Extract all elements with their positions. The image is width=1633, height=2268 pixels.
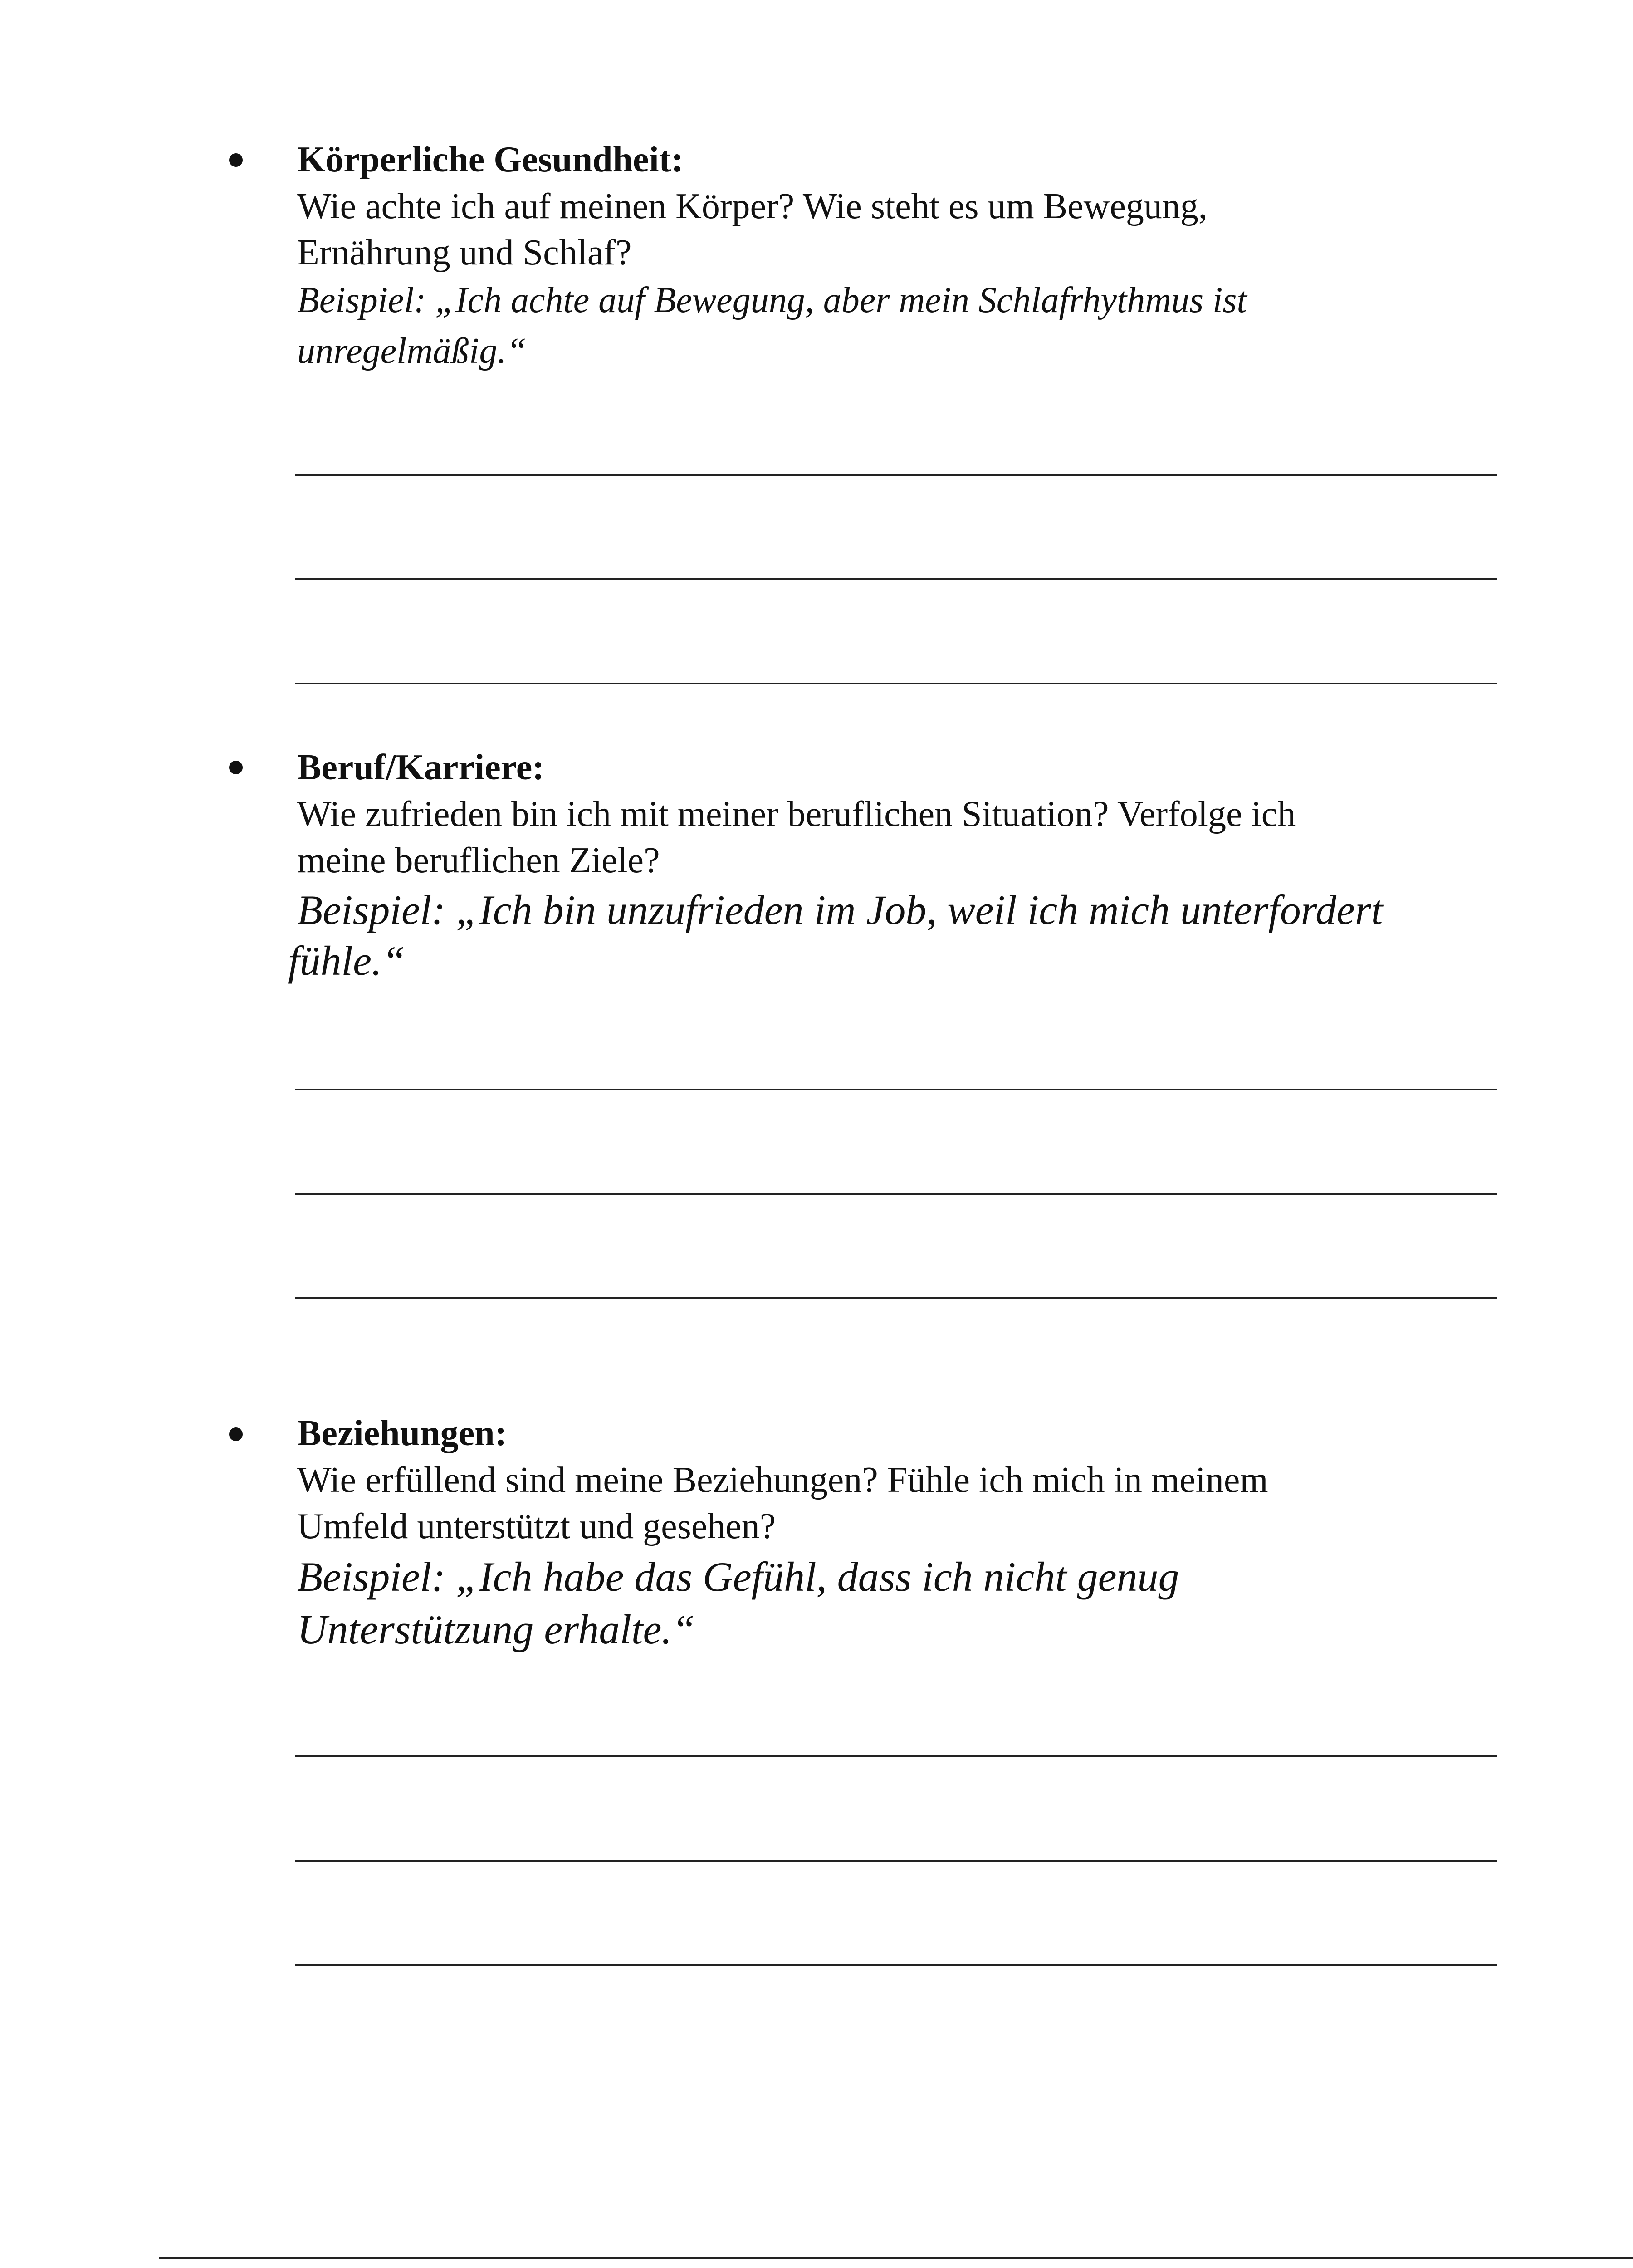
question-text-line-2: Umfeld unterstützt und gesehen? bbox=[297, 1506, 776, 1546]
question-text-line-2: meine beruflichen Ziele? bbox=[297, 841, 660, 880]
question-text-line-1: Wie zufrieden bin ich mit meiner beruflichen Situation? Verfolge ich bbox=[297, 794, 1296, 834]
example-text-line-2: Unterstützung erhalte.“ bbox=[297, 1606, 695, 1652]
section-heading: Körperliche Gesundheit: bbox=[297, 140, 684, 180]
example-text-line-2: unregelmäßig.“ bbox=[297, 331, 527, 371]
question-text-line-2: Ernährung und Schlaf? bbox=[297, 233, 632, 273]
answer-line bbox=[295, 1297, 1497, 1299]
answer-line bbox=[295, 1089, 1497, 1090]
answer-line bbox=[295, 1193, 1497, 1195]
answer-line bbox=[295, 1755, 1497, 1757]
bullet-icon bbox=[229, 153, 243, 167]
example-text-line-1: Beispiel: „Ich bin unzufrieden im Job, weil ich mich unterfordert bbox=[297, 887, 1383, 933]
question-text-line-1: Wie achte ich auf meinen Körper? Wie steht es um Bewegung, bbox=[297, 186, 1208, 226]
example-text-line-2: fühle.“ bbox=[288, 938, 406, 984]
answer-line bbox=[295, 683, 1497, 684]
answer-line bbox=[295, 474, 1497, 476]
question-text-line-1: Wie erfüllend sind meine Beziehungen? Fühle ich mich in meinem bbox=[297, 1460, 1268, 1500]
example-text-line-1: Beispiel: „Ich habe das Gefühl, dass ich nicht genug bbox=[297, 1554, 1179, 1600]
footer-rule bbox=[159, 2257, 1633, 2259]
section-heading: Beruf/Karriere: bbox=[297, 748, 544, 787]
answer-line bbox=[295, 1964, 1497, 1966]
section-heading: Beziehungen: bbox=[297, 1413, 507, 1453]
bullet-icon bbox=[229, 1427, 243, 1441]
answer-line bbox=[295, 578, 1497, 580]
answer-line bbox=[295, 1860, 1497, 1862]
bullet-icon bbox=[229, 761, 243, 774]
example-text-line-1: Beispiel: „Ich achte auf Bewegung, aber mein Schlafrhythmus ist bbox=[297, 280, 1247, 320]
